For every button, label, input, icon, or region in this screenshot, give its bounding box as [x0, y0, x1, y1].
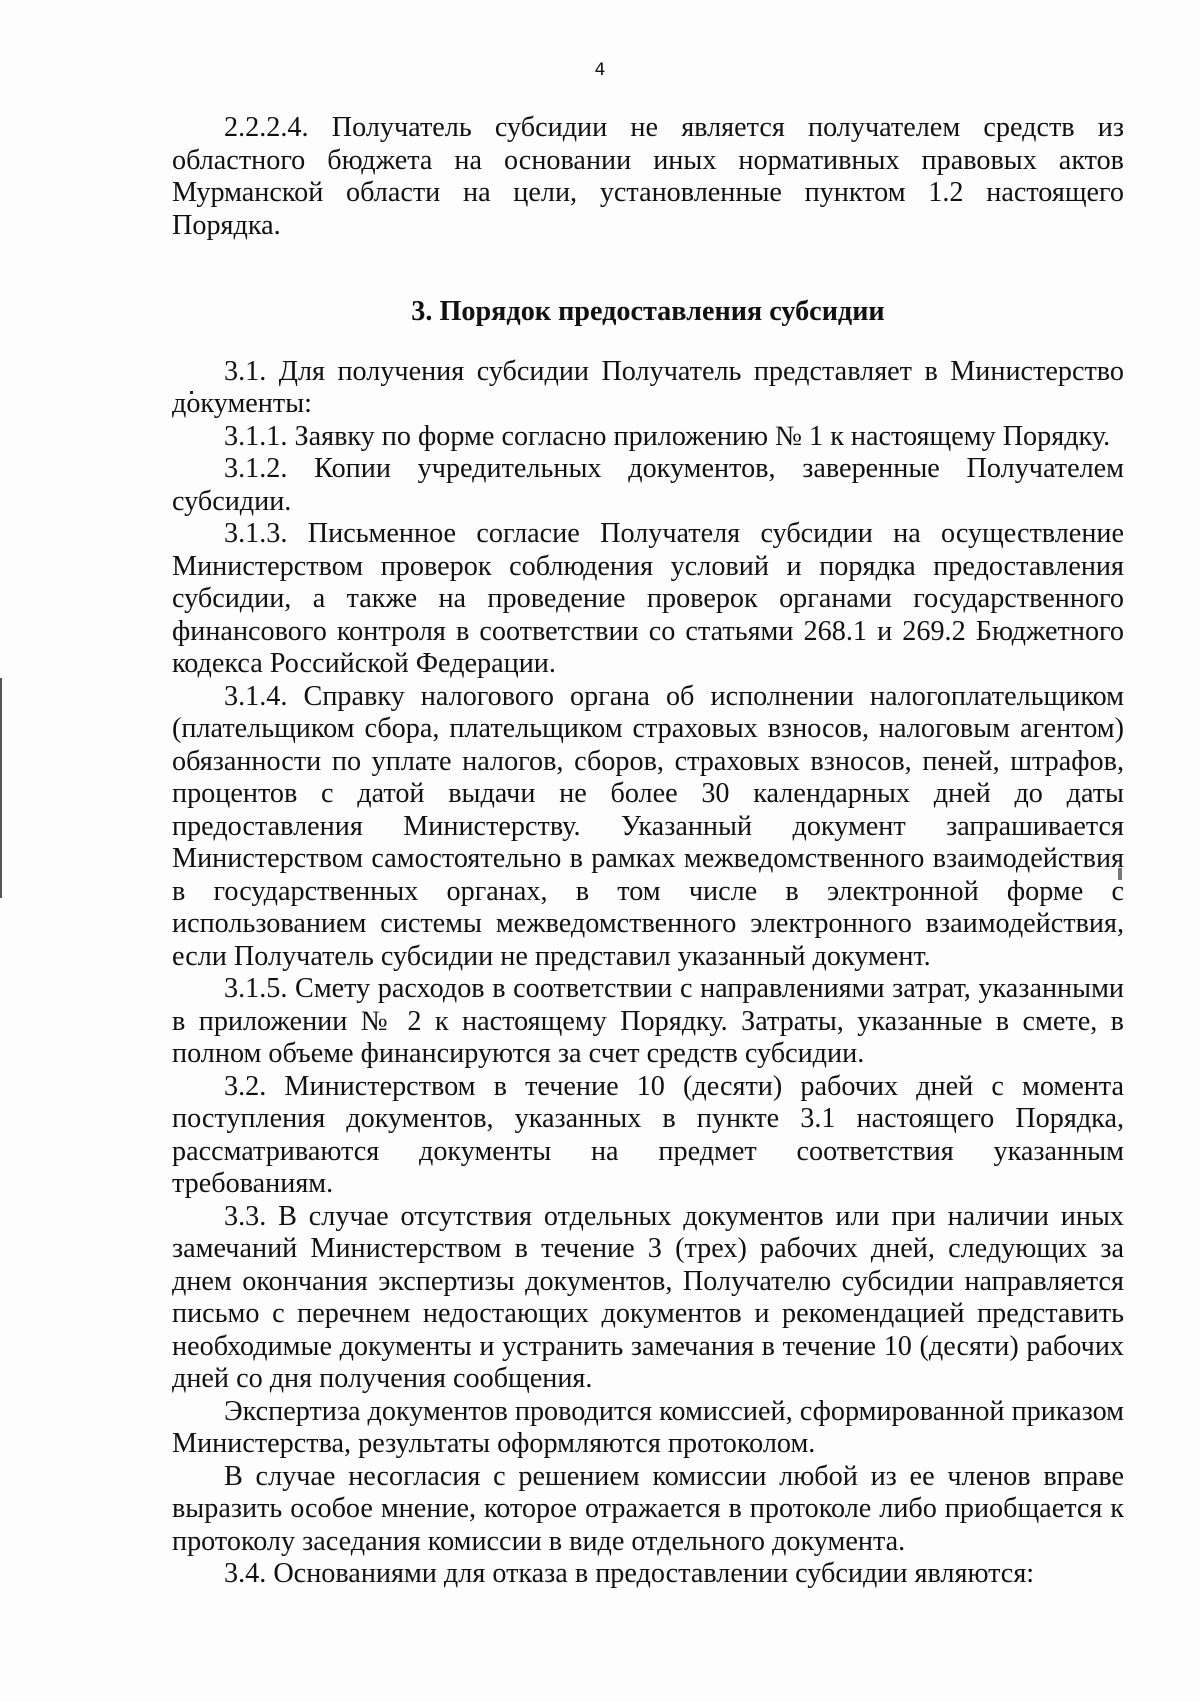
scan-edge-mark	[0, 678, 2, 898]
paragraph-3-1: 3.1. Для получения субсидии Получатель представляет в Министерство документы:	[172, 355, 1124, 419]
paragraph-expertise: Экспертиза документов проводится комиссией, сформированной приказом Министерства, результаты оформляются протоколом.	[172, 1395, 1124, 1459]
paragraph-3-2: 3.2. Министерством в течение 10 (десяти) рабочих дней с момента поступления документов, указанных в пункте 3.1 настоящего Порядка, рассматриваются документы на предмет соответствия указанным требованиям.	[172, 1070, 1124, 1199]
paragraph-2-2-2-4: 2.2.2.4. Получатель субсидии не является получателем средств из областного бюджета на основании иных нормативных правовых актов Мурманской области на цели, установленные пунктом 1.2 настоящего Порядка.	[172, 112, 1124, 241]
section-heading: 3. Порядок предоставления субсидии	[411, 296, 885, 327]
paragraph-3-1-2: 3.1.2. Копии учредительных документов, заверенные Получателем субсидии.	[172, 453, 1124, 517]
paragraph-3-1-1: 3.1.1. Заявку по форме согласно приложению № 1 к настоящему Порядку.	[224, 420, 1111, 452]
page-number: 4	[594, 60, 606, 80]
paragraph-3-1-5: 3.1.5. Смету расходов в соответствии с направлениями затрат, указанными в приложении № 2 к настоящему Порядку. Затраты, указанные в смете, в полном объеме финансируются за счет средств субсидии.	[172, 973, 1124, 1069]
document-body	[172, 112, 1124, 1591]
paragraph-3-3: 3.3. В случае отсутствия отдельных документов или при наличии иных замечаний Министерством в течение 3 (трех) рабочих дней, следующих за днем окончания экспертизы документов, Получателю субсидии направляется письмо с перечнем недостающих документов и рекомендацией представить необходимые документы и устранить замечания в течение 10 (десяти) рабочих дней со дня получения сообщения.	[172, 1200, 1124, 1394]
paragraph-3-4: 3.4. Основаниями для отказа в предоставлении субсидии являются:	[224, 1558, 1035, 1589]
paragraph-dissent: В случае несогласия с решением комиссии любой из ее членов вправе выразить особое мнение, которое отражается в протоколе либо приобщается к протоколу заседания комиссии в виде отдельного документа.	[172, 1460, 1124, 1557]
paragraph-3-1-4: 3.1.4. Справку налогового органа об исполнении налогоплательщиком (плательщиком сбора, плательщиком страховых взносов, налоговым агентом) обязанности по уплате налогов, сборов, страховых взносов, пеней, штрафов, процентов с датой выдачи не более 30 календарных дней до даты предоставления Министерству. Указанный документ запрашивается Министерством самостоятельно в рамках межведомственного взаимодействия в государственных органах, в том числе в электронной форме с использованием системы межведомственного электронного взаимодействия, если Получатель субсидии не представил указанный документ.	[172, 680, 1124, 972]
paragraph-3-1-3: 3.1.3. Письменное согласие Получателя субсидии на осуществление Министерством проверок соблюдения условий и порядка предоставления субсидии, а также на проведение проверок органами государственного финансового контроля в соответствии со статьями 268.1 и 269.2 Бюджетного кодекса Российской Федерации.	[172, 518, 1124, 679]
